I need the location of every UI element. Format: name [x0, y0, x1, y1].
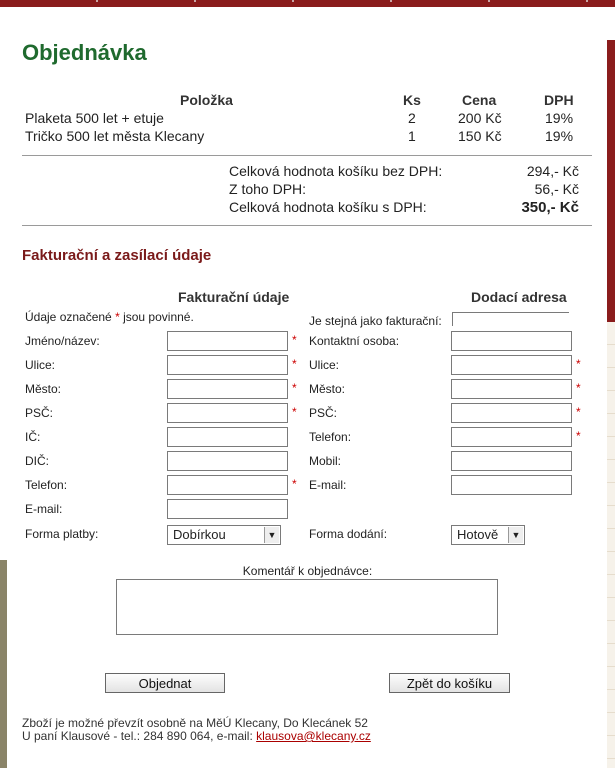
- row-vat: 19%: [545, 128, 574, 144]
- billing-city-input[interactable]: [167, 379, 288, 399]
- footer: [22, 717, 371, 743]
- billing-zip-input[interactable]: [167, 403, 288, 423]
- billing-ic-input[interactable]: [167, 427, 288, 447]
- order-button[interactable]: Objednat: [105, 673, 225, 693]
- delivery-method-select[interactable]: [451, 525, 525, 545]
- delivery-email-input[interactable]: [451, 475, 572, 495]
- billing-dic-input[interactable]: [167, 451, 288, 471]
- left-edge-strip: [0, 560, 7, 768]
- delivery-city-input[interactable]: [451, 379, 572, 399]
- billing-phone-label: Telefon:: [25, 478, 68, 492]
- row-qty: 1: [408, 128, 416, 144]
- billing-phone-input[interactable]: [167, 475, 288, 495]
- footer-line-1: Zboží je možné převzít osobně na MěÚ Klecany, Do Klecánek 52: [22, 716, 368, 730]
- required-star: *: [292, 357, 297, 371]
- payment-select[interactable]: [167, 525, 281, 545]
- billing-heading: Fakturační údaje: [178, 289, 290, 305]
- billing-city-label: Město:: [25, 382, 62, 396]
- billing-zip-label: PSČ:: [25, 406, 54, 420]
- header-vat: DPH: [544, 92, 574, 108]
- billing-email-label: E-mail:: [25, 502, 63, 516]
- required-star: *: [292, 333, 297, 347]
- footer-line-2: [22, 730, 371, 743]
- header-qty: Ks: [403, 92, 421, 108]
- required-star: *: [292, 405, 297, 419]
- delivery-zip-input[interactable]: [451, 403, 572, 423]
- required-star: *: [576, 357, 581, 371]
- billing-dic-label: DIČ:: [25, 454, 49, 468]
- delivery-contact-label: Kontaktní osoba:: [309, 334, 400, 348]
- delivery-method-value: Hotově: [457, 527, 499, 542]
- billing-street-input[interactable]: [167, 355, 288, 375]
- row-vat: 19%: [545, 110, 574, 126]
- section-title: Fakturační a zasílací údaje: [22, 247, 212, 264]
- divider: [22, 225, 592, 226]
- delivery-phone-label: Telefon:: [309, 430, 352, 444]
- header-item: Položka: [180, 92, 233, 108]
- delivery-contact-input[interactable]: [451, 331, 572, 351]
- comment-textarea[interactable]: [116, 579, 498, 635]
- delivery-mobile-input[interactable]: [451, 451, 572, 471]
- billing-name-input[interactable]: [167, 331, 288, 351]
- delivery-zip-label: PSČ:: [309, 406, 338, 420]
- summary-vat-label: Z toho DPH:: [229, 181, 307, 197]
- summary-gross-label: Celková hodnota košíku s DPH:: [229, 199, 427, 215]
- delivery-method-label: Forma dodání:: [309, 527, 388, 541]
- delivery-mobile-label: Mobil:: [309, 454, 342, 468]
- delivery-street-label: Ulice:: [309, 358, 340, 372]
- required-star: *: [576, 429, 581, 443]
- row-item: Plaketa 500 let + etuje: [25, 110, 164, 126]
- payment-label: Forma platby:: [25, 527, 99, 541]
- billing-email-input[interactable]: [167, 499, 288, 519]
- top-bar-ticks: [0, 0, 615, 2]
- summary-net-label: Celková hodnota košíku bez DPH:: [229, 163, 443, 179]
- footer-email-link[interactable]: klausova@klecany.cz: [256, 729, 371, 743]
- summary-vat-value: 56,- Kč: [534, 181, 579, 197]
- delivery-heading: Dodací adresa: [471, 289, 567, 305]
- row-item: Tričko 500 let města Klecany: [25, 128, 205, 144]
- delivery-city-label: Město:: [309, 382, 346, 396]
- required-note-text-end: jsou povinné.: [119, 310, 194, 324]
- header-price: Cena: [462, 92, 497, 108]
- required-note: [25, 310, 194, 324]
- chevron-down-icon: ▼: [264, 527, 279, 543]
- back-to-cart-button[interactable]: Zpět do košíku: [389, 673, 510, 693]
- delivery-email-label: E-mail:: [309, 478, 347, 492]
- required-star: *: [292, 381, 297, 395]
- payment-select-value: Dobírkou: [173, 527, 226, 542]
- row-qty: 2: [408, 110, 416, 126]
- required-star: *: [576, 381, 581, 395]
- required-note-text: Údaje označené: [25, 310, 116, 324]
- divider: [22, 155, 592, 156]
- billing-street-label: Ulice:: [25, 358, 56, 372]
- same-as-billing-checkbox[interactable]: [452, 312, 569, 326]
- summary-net-value: 294,- Kč: [526, 163, 579, 179]
- required-star: *: [115, 310, 120, 324]
- required-star: *: [292, 477, 297, 491]
- row-price: 200 Kč: [458, 110, 502, 126]
- required-star: *: [576, 405, 581, 419]
- same-as-billing-label: Je stejná jako fakturační:: [309, 314, 442, 328]
- delivery-street-input[interactable]: [451, 355, 572, 375]
- delivery-phone-input[interactable]: [451, 427, 572, 447]
- row-price: 150 Kč: [458, 128, 502, 144]
- chevron-down-icon: ▼: [508, 527, 523, 543]
- page-title: Objednávka: [22, 40, 147, 65]
- comment-label: Komentář k objednávce:: [242, 564, 373, 578]
- right-edge-lines: [607, 322, 615, 768]
- right-edge-strip: [607, 40, 615, 322]
- billing-name-label: Jméno/název:: [25, 334, 100, 348]
- billing-ic-label: IČ:: [25, 430, 41, 444]
- summary-gross-value: 350,- Kč: [521, 199, 579, 216]
- footer-contact-text: U paní Klausové - tel.: 284 890 064, e-mail:: [22, 729, 257, 743]
